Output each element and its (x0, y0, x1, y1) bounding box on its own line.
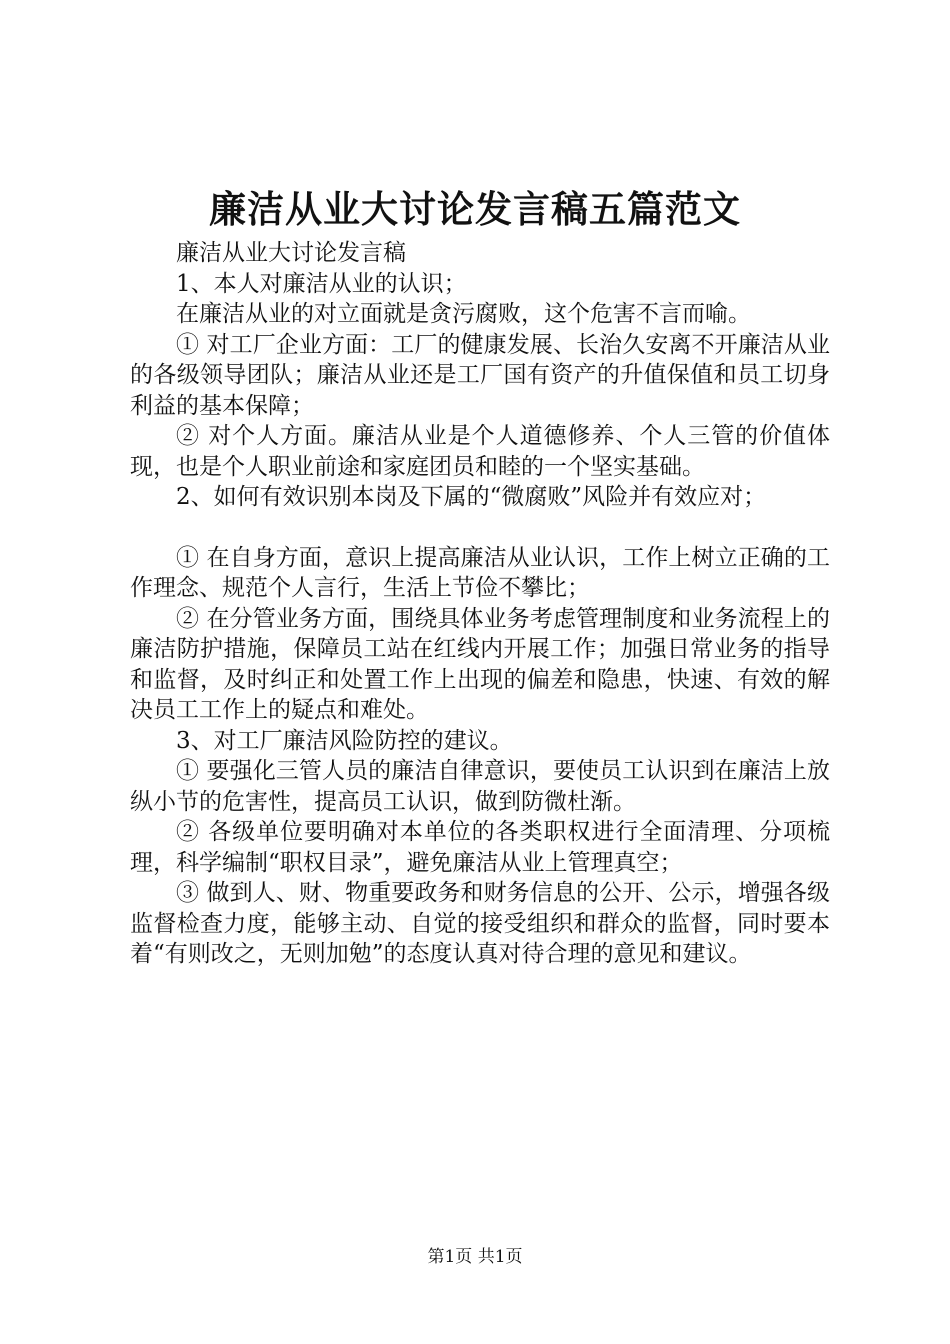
paragraph-item: ② 各级单位要明确对本单位的各类职权进行全面清理、分项梳理，科学编制“职权目录”，避免廉洁从业上管理真空； (130, 819, 830, 876)
page-footer: 第1页 共1页 (427, 1247, 523, 1267)
paragraph-section-2-heading: 2、如何有效识别本岗及下属的“微腐败”风险并有效应对； (176, 484, 767, 510)
paragraph-item: ② 对个人方面。廉洁从业是个人道德修养、个人三管的价值体现，也是个人职业前途和家庭团员和睦的一个坚实基础。 (130, 423, 830, 480)
paragraph-section-1-heading: 1、本人对廉洁从业的认识； (176, 270, 467, 297)
paragraph-item: ③ 做到人、财、物重要政务和财务信息的公开、公示，增强各级监督检查力度，能够主动、自觉的接受组织和群众的监督，同时要本着“有则改之，无则加勉”的态度认真对待合理的意见和建议。 (130, 880, 830, 967)
paragraph-section-3-heading: 3、对工厂廉洁风险防控的建议。 (176, 727, 513, 754)
paragraph-intro: 在廉洁从业的对立面就是贪污腐败，这个危害不言而喻。 (176, 301, 751, 327)
paragraph-item: ① 在自身方面，意识上提高廉洁从业认识，工作上树立正确的工作理念、规范个人言行，生活上节俭不攀比； (130, 544, 830, 601)
document-body (130, 238, 830, 970)
paragraph-item: ① 要强化三管人员的廉洁自律意识，要使员工认识到在廉洁上放纵小节的危害性，提高员工认识，做到防微杜渐。 (130, 758, 830, 815)
paragraph-subtitle: 廉洁从业大讨论发言稿 (176, 240, 406, 266)
paragraph-item: ② 在分管业务方面，围绕具体业务考虑管理制度和业务流程上的廉洁防护措施，保障员工站在红线内开展工作；加强日常业务的指导和监督，及时纠正和处置工作上出现的偏差和隐患，快速、有效的解决员工工作上的疑点和难处。 (130, 605, 830, 723)
document-title: 廉洁从业大讨论发言稿五篇范文 (209, 187, 741, 231)
paragraph-item: ① 对工厂企业方面：工厂的健康发展、长治久安离不开廉洁从业的各级领导团队；廉洁从业还是工厂国有资产的升值保值和员工切身利益的基本保障； (130, 331, 830, 419)
